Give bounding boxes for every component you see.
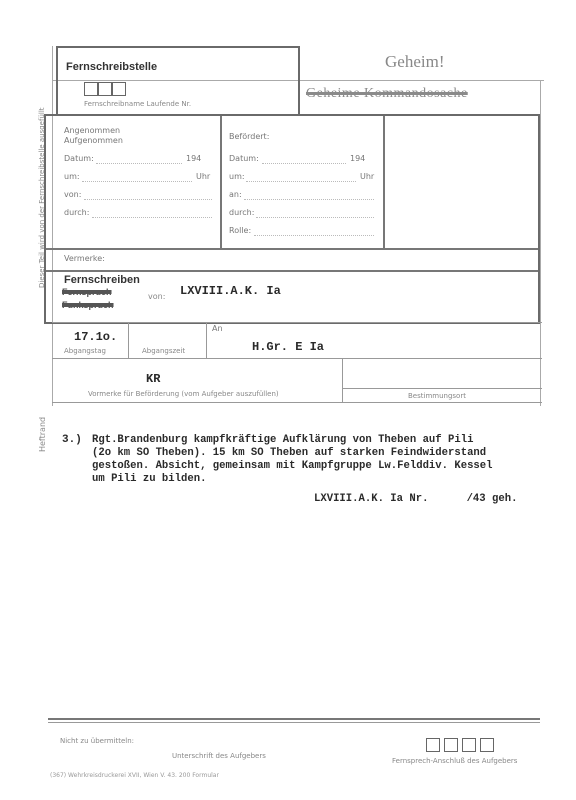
received-uhr: Uhr	[196, 172, 211, 181]
sender-value: LXVIII.A.K. Ia	[180, 284, 281, 298]
received-block	[64, 126, 123, 146]
fernschreibstelle-label: Fernschreibstelle	[66, 61, 158, 73]
received-durch-label: durch:	[64, 208, 90, 217]
unterschrift-label: Unterschrift des Aufgebers	[172, 752, 266, 760]
vermerke-label: Vermerke:	[64, 254, 105, 263]
recipient-value: H.Gr. E Ia	[252, 340, 325, 354]
aufgenommen-label: Aufgenommen	[64, 136, 123, 145]
printer-imprint: (367) Wehrkreisdruckerei XVII, Wien V. 43. 200 Formular	[50, 772, 219, 779]
number-box-3	[112, 82, 126, 96]
received-year: 194	[186, 154, 202, 163]
forwarded-um-label: um:	[229, 172, 245, 181]
signature-line: LXVIII.A.K. Ia Nr. /43 geh.	[314, 493, 518, 505]
von-label: von:	[148, 292, 166, 301]
received-um-label: um:	[64, 172, 80, 181]
number-box-1	[84, 82, 98, 96]
forwarded-an-label: an:	[229, 190, 242, 199]
phone-box-3	[462, 738, 476, 752]
fernschreibname-label: Fernschreibname Laufende Nr.	[84, 100, 192, 108]
vermerke-befoerderung-label: Vormerke für Beförderung (vom Aufgeber auszufüllen)	[88, 390, 279, 398]
body-text	[92, 434, 493, 486]
number-box-2	[98, 82, 112, 96]
forwarded-durch-label: durch:	[229, 208, 255, 217]
received-von-label: von:	[64, 190, 82, 199]
abgangszeit-label: Abgangszeit	[142, 347, 186, 355]
body-line-2: (2o km SO Theben). 15 km SO Theben auf starken Feindwiderstand	[92, 447, 487, 459]
body-line-4: um Pili zu bilden.	[92, 473, 207, 485]
forwarded-rolle-label: Rolle:	[229, 226, 252, 235]
bestimmungsort-label: Bestimmungsort	[408, 392, 466, 400]
priority-value: KR	[146, 372, 161, 386]
geheime-kommandosache-struck: Geheime Kommandosache	[306, 86, 468, 101]
fernspruch-struck: Fernspruch	[62, 287, 112, 297]
angenommen-label: Angenommen	[64, 126, 121, 135]
funkspruch-struck: Funkspruch	[62, 300, 114, 310]
body-line-3: gestoßen. Absicht, gemeinsam mit Kampfgruppe Lw.Felddiv. Kessel	[92, 460, 493, 472]
body-line-1: Rgt.Brandenburg kampfkräftige Aufklärung von Theben auf Pili	[92, 434, 474, 446]
body-number: 3.)	[62, 434, 82, 446]
an-label: An	[212, 324, 223, 333]
forwarded-year: 194	[350, 154, 366, 163]
phone-box-2	[444, 738, 458, 752]
nicht-zu-uebermitteln-label: Nicht zu übermitteln:	[60, 737, 135, 745]
received-datum-label: Datum:	[64, 154, 94, 163]
forwarded-datum-label: Datum:	[229, 154, 259, 163]
phone-box-1	[426, 738, 440, 752]
geheim-label: Geheim!	[385, 52, 445, 71]
fernsprech-label: Fernsprech-Anschluß des Aufgebers	[392, 757, 518, 765]
fernschreiben-label: Fernschreiben	[64, 274, 140, 286]
abgangstag-label: Abgangstag	[64, 347, 106, 355]
phone-box-4	[480, 738, 494, 752]
side-heftrand: Heftrand	[38, 416, 47, 452]
forwarded-uhr: Uhr	[360, 172, 375, 181]
befoerdert-label: Befördert:	[229, 132, 270, 141]
side-vertical-note: Dieser Teil wird von der Fernschreibstelle ausgefüllt	[38, 107, 46, 288]
date-value: 17.1o.	[74, 330, 118, 344]
